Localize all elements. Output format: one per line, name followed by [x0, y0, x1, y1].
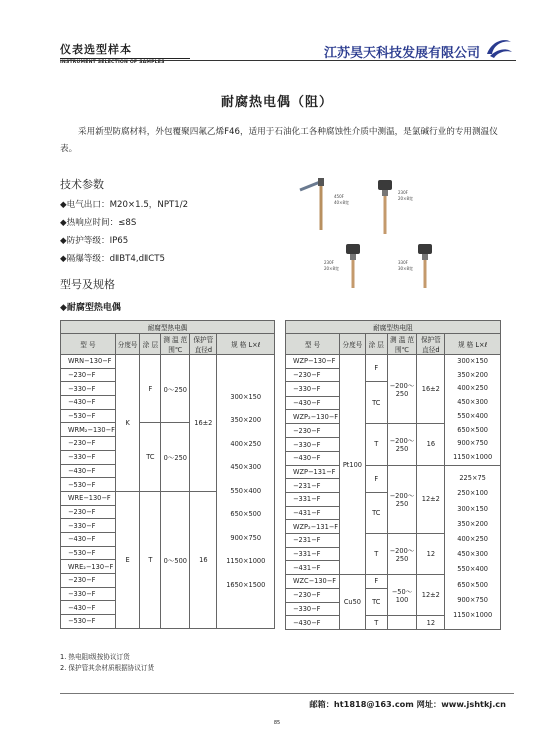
table-row: WZP₂−130−F	[286, 410, 340, 424]
table-row: −230−F	[61, 574, 116, 588]
range-cell: −50～100	[387, 575, 417, 616]
coat-cell: T	[365, 424, 387, 466]
table-row: WZC−130−F	[286, 575, 340, 589]
table-row: −530−F	[61, 615, 116, 629]
tech-item: ◆电气出口：M20×1.5，NPT1/2	[60, 200, 189, 210]
svg-text:330F: 330F	[398, 260, 408, 265]
svg-text:20×8宽: 20×8宽	[324, 266, 339, 271]
col-header: 型 号	[61, 334, 116, 355]
svg-text:20×8宽: 20×8宽	[398, 196, 413, 201]
header-title-en: INSTRUMENT SELECTION OF SAMPLES	[60, 58, 190, 65]
svg-text:40×8宽: 40×8宽	[334, 200, 349, 205]
col-header: 保护管 直径d	[417, 334, 445, 355]
table-row: −231−F	[286, 479, 340, 493]
table-row: −230−F	[61, 368, 116, 382]
table-row: −430−F	[286, 396, 340, 410]
dia-cell: 12	[417, 616, 445, 630]
coat-cell: F	[365, 575, 387, 589]
footer-divider	[60, 693, 514, 694]
table-row: WZP−131−F	[286, 465, 340, 479]
range-cell: −200～250	[387, 355, 417, 424]
table-row: −330−F	[286, 602, 340, 616]
table-caption: 耐腐型热电偶	[61, 321, 275, 334]
table-row: −530−F	[61, 546, 116, 560]
tech-item: ◆热响应时间：≤8S	[60, 218, 137, 228]
range-cell: 0～250	[161, 423, 190, 491]
range-cell: 0～250	[161, 355, 190, 423]
tech-item: ◆防护等级：IP65	[60, 236, 129, 246]
dia-cell: 12±2	[417, 465, 445, 533]
dia-cell: 16±2	[190, 355, 217, 492]
range-cell	[387, 616, 417, 630]
range-cell: 0～500	[161, 491, 190, 628]
tech-heading: 技术参数	[60, 178, 104, 191]
table-row: −230−F	[286, 588, 340, 602]
table-row: WRE−130−F	[61, 491, 116, 505]
col-header: 保护管 直径d	[190, 334, 217, 355]
table-row: −430−F	[286, 451, 340, 465]
table-row: −330−F	[61, 450, 116, 464]
table-row: −430−F	[61, 532, 116, 546]
col-header: 涂 层	[365, 334, 387, 355]
notes	[60, 652, 154, 674]
sensor-figure-3	[324, 244, 360, 288]
table-row: −230−F	[61, 437, 116, 451]
note-item: 2. 保护管其余材质根据协议订货	[60, 664, 155, 672]
sensor-figure-4	[398, 244, 432, 288]
col-header: 涂 层	[140, 334, 161, 355]
col-header: 分度号	[115, 334, 140, 355]
coat-cell: T	[365, 534, 387, 575]
footer-contact: 邮箱：ht1818@163.com 网址：www.jshtkj.cn	[309, 699, 506, 709]
sensor-figure-1	[300, 178, 349, 230]
range-cell: −200～250	[387, 465, 417, 533]
dia-cell: 16	[190, 491, 217, 628]
thermocouple-table	[60, 320, 275, 629]
col-header: 测 温 范围℃	[161, 334, 190, 355]
sensor-figure-2	[378, 180, 413, 234]
rtd-table	[285, 320, 501, 630]
coat-cell: T	[365, 616, 387, 630]
swoosh-logo-icon	[484, 36, 514, 60]
company-name: 江苏昊天科技发展有限公司	[323, 46, 480, 61]
product-illustration	[290, 172, 502, 290]
col-header: 型 号	[286, 334, 340, 355]
table-row: −430−F	[61, 601, 116, 615]
table-row: −230−F	[61, 505, 116, 519]
table-row: −331−F	[286, 547, 340, 561]
table-row: −530−F	[61, 478, 116, 492]
coat-cell: TC	[365, 382, 387, 424]
table-row: −231−F	[286, 534, 340, 548]
coat-cell: TC	[365, 493, 387, 534]
table-row: −230−F	[286, 424, 340, 438]
coat-cell: TC	[140, 423, 161, 491]
coat-cell: T	[140, 491, 161, 628]
table-row: −330−F	[286, 382, 340, 396]
table-row: WZP−130−F	[286, 355, 340, 369]
size-cell: 225×75 250×100 300×150 350×200 400×250 450×300 550×400 650×500 900×750 1150×1000	[445, 465, 501, 629]
sub-heading: ◆耐腐型热电偶	[60, 303, 121, 313]
table-row: −331−F	[286, 493, 340, 507]
table-row: −431−F	[286, 506, 340, 520]
dia-cell: 12±2	[417, 575, 445, 616]
table-row: WRM₂−130−F	[61, 423, 116, 437]
coat-cell: F	[365, 465, 387, 492]
header-divider	[60, 60, 516, 61]
table-row: −230−F	[286, 368, 340, 382]
table-row: WRE₂−130−F	[61, 560, 116, 574]
table-row: −530−F	[61, 409, 116, 423]
table-caption: 耐腐型热电阻	[286, 321, 501, 334]
range-cell: −200～250	[387, 534, 417, 575]
col-header: 规 格 L×ℓ	[217, 334, 275, 355]
coat-cell: F	[365, 355, 387, 382]
index-cell: Pt100	[339, 355, 365, 575]
dia-cell: 16	[417, 424, 445, 466]
model-heading: 型号及规格	[60, 278, 115, 291]
table-row: −330−F	[61, 519, 116, 533]
table-row: WRN−130−F	[61, 355, 116, 369]
col-header: 规 格 L×ℓ	[445, 334, 501, 355]
col-header: 测 温 范围℃	[387, 334, 417, 355]
table-row: −330−F	[286, 438, 340, 452]
table-row: −330−F	[61, 587, 116, 601]
range-cell: −200～250	[387, 424, 417, 466]
page-title: 耐腐热电偶（阻）	[220, 95, 333, 110]
header-title-cn: 仪表选型样本	[60, 43, 132, 56]
col-header: 分度号	[339, 334, 365, 355]
size-cell: 300×150 350×200 400×250 450×300 550×400 650×500 900×750 1150×1000 1650×1500	[217, 355, 275, 629]
note-item: 1. 热电阻Ⅰ级按协议订货	[60, 653, 130, 661]
intro-paragraph: 采用新型防腐材料，外包覆聚四氟乙烯F46，适用于石油化工各种腐蚀性介质中测温，是氯碱行业的专用测温仪表。	[60, 127, 498, 154]
dia-cell: 12	[417, 534, 445, 575]
table-row: −430−F	[61, 396, 116, 410]
tech-item: ◆隔爆等级：dⅡBT4,dⅡCT5	[60, 254, 166, 264]
coat-cell: TC	[365, 588, 387, 615]
svg-text:230F: 230F	[324, 260, 334, 265]
table-row: −330−F	[61, 382, 116, 396]
coat-cell: F	[140, 355, 161, 423]
dia-cell: 16±2	[417, 355, 445, 424]
header-brand	[60, 41, 190, 65]
table-row: WZP₂−131−F	[286, 520, 340, 534]
index-cell: Cu50	[339, 575, 365, 630]
table-row: −430−F	[286, 616, 340, 630]
svg-text:450F: 450F	[334, 194, 344, 199]
table-row: −430−F	[61, 464, 116, 478]
size-cell: 300×150 350×200 400×250 450×300 550×400 650×500 900×750 1150×1000	[445, 355, 501, 466]
svg-text:230F: 230F	[398, 190, 408, 195]
svg-text:30×8宽: 30×8宽	[398, 266, 413, 271]
table-row: −431−F	[286, 561, 340, 575]
index-cell: K	[115, 355, 140, 492]
index-cell: E	[115, 491, 140, 628]
page-number: 85	[273, 720, 281, 726]
